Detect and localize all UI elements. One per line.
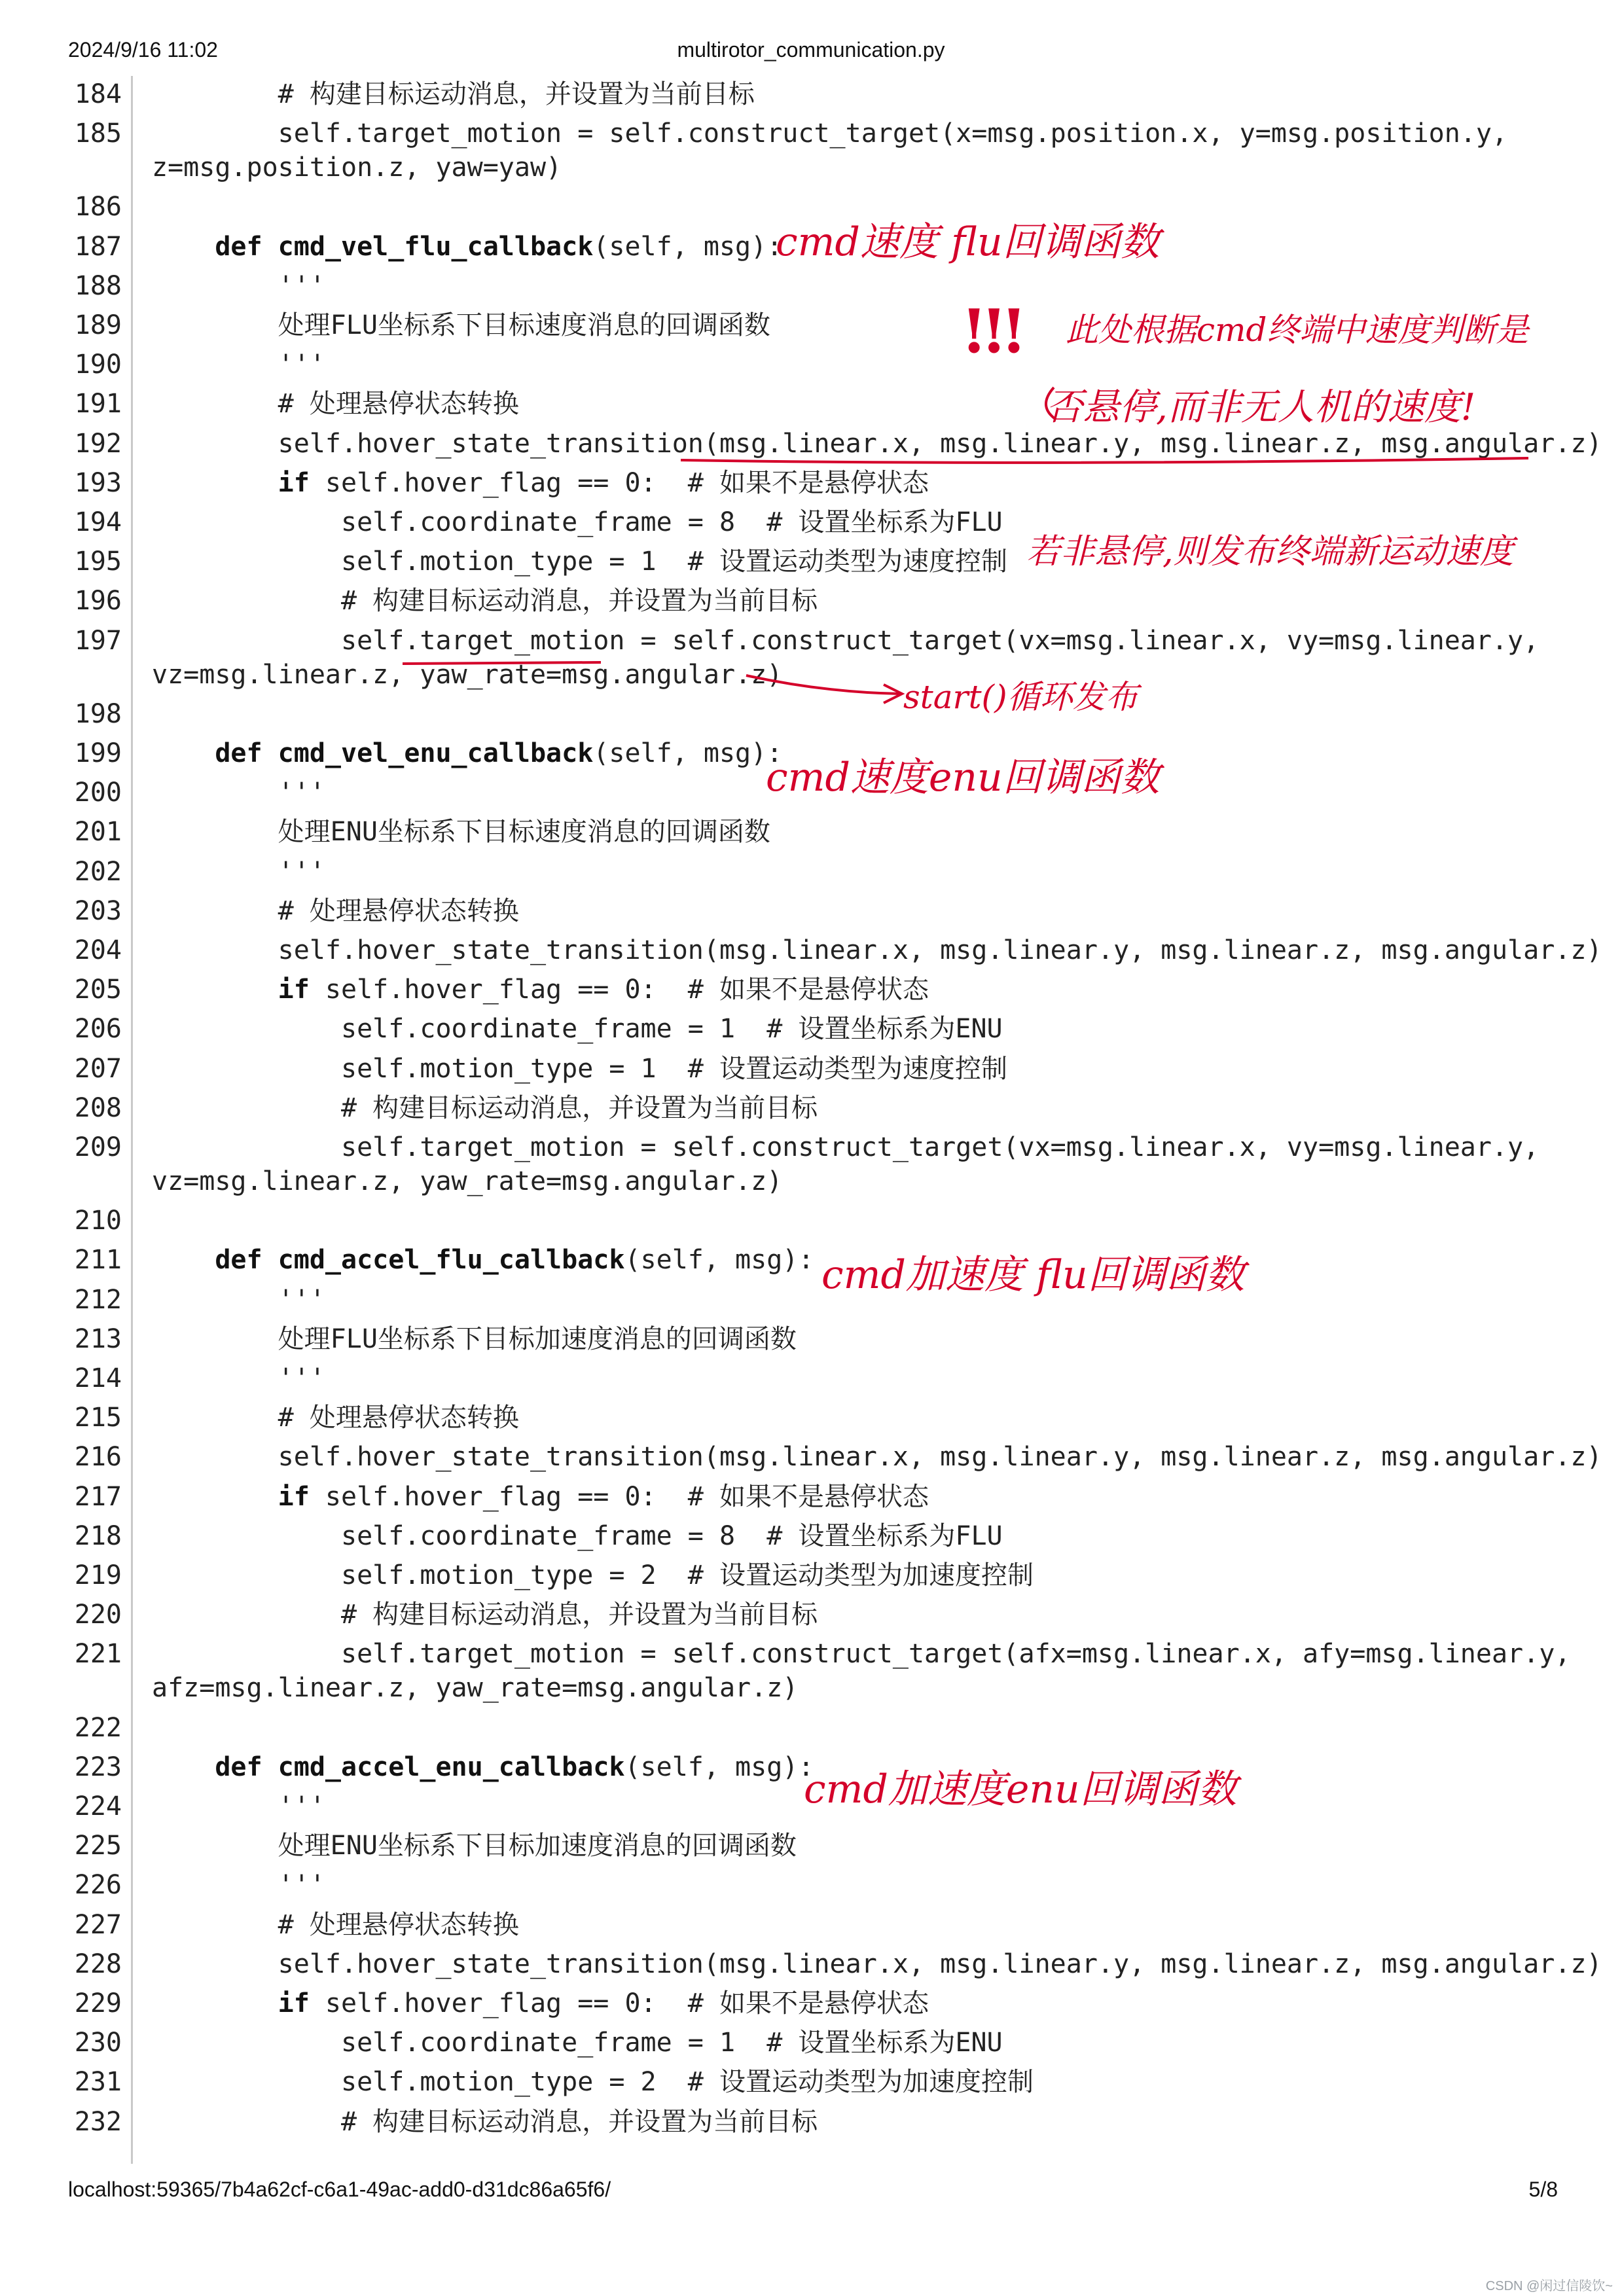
line-number: 227: [74, 1909, 122, 1940]
code-text: self.target_motion = self.construct_target(afx=msg.linear.x, afy=msg.linear.y,: [152, 1639, 1571, 1670]
code-text: self.coordinate_frame = 1 # 设置坐标系为ENU: [152, 1014, 1003, 1045]
code-text: ''': [152, 1363, 325, 1393]
code-text: ''': [152, 856, 325, 887]
code-text: self.coordinate_frame = 1 # 设置坐标系为ENU: [152, 2028, 1003, 2058]
line-number: 210: [74, 1206, 122, 1236]
code-continuation: afz=msg.linear.z, yaw_rate=msg.angular.z): [152, 1673, 799, 1704]
line-number: 201: [74, 817, 122, 848]
keyword-if: if: [278, 975, 325, 1005]
code-continuation: z=msg.position.z, yaw=yaw): [152, 152, 562, 183]
line-number: 211: [74, 1245, 122, 1276]
code-text: self.coordinate_frame = 8 # 设置坐标系为FLU: [152, 1520, 1003, 1551]
annotation-hover-note-line1: 此处根据cmd终端中速度判断是: [1066, 311, 1529, 349]
line-number: 198: [74, 698, 122, 729]
keyword-if: if: [278, 1481, 325, 1512]
code-text: # 构建目标运动消息，并设置为当前目标: [152, 1092, 818, 1123]
line-number: 212: [74, 1284, 122, 1315]
line-number: 187: [74, 231, 122, 262]
code-text: self.hover_state_transition(msg.linear.x, msg.linear.y, msg.linear.z, msg.angular.z): [152, 1442, 1602, 1473]
code-text: # 处理悬停状态转换: [152, 1909, 519, 1940]
code-text: ''': [152, 350, 325, 380]
line-number: 207: [74, 1053, 122, 1084]
code-text: self.target_motion = self.construct_target(vx=msg.linear.x, vy=msg.linear.y,: [152, 625, 1540, 656]
line-number: 188: [74, 270, 122, 301]
line-number: 222: [74, 1712, 122, 1743]
code-text: ''': [152, 270, 325, 301]
gutter-divider: [131, 76, 133, 2164]
line-number: 213: [74, 1323, 122, 1354]
line-number: 184: [74, 79, 122, 109]
line-number: 218: [74, 1520, 122, 1551]
code-text: 处理ENU坐标系下目标加速度消息的回调函数: [152, 1831, 797, 1861]
code-text: # 构建目标运动消息，并设置为当前目标: [152, 79, 755, 109]
code-text: ''': [152, 1870, 325, 1901]
line-number: 186: [74, 192, 122, 223]
code-text: self.motion_type = 1 # 设置运动类型为速度控制: [152, 1053, 1007, 1084]
line-number: 203: [74, 895, 122, 926]
code-text: self.hover_state_transition(msg.linear.x, msg.linear.y, msg.linear.z, msg.angular.z): [152, 1948, 1602, 1979]
code-text: # 处理悬停状态转换: [152, 1403, 519, 1433]
line-number: 195: [74, 547, 122, 577]
code-text: self.target_motion = self.construct_target(vx=msg.linear.x, vy=msg.linear.y,: [152, 1132, 1540, 1162]
line-number: 225: [74, 1831, 122, 1861]
line-number: 215: [74, 1403, 122, 1433]
keyword-def: def: [215, 1245, 278, 1276]
line-number: 232: [74, 2106, 122, 2137]
line-number: 189: [74, 310, 122, 340]
keyword-if: if: [278, 467, 325, 498]
line-number: 220: [74, 1600, 122, 1630]
line-number: 193: [74, 467, 122, 498]
line-number: 226: [74, 1870, 122, 1901]
code-text: if self.hover_flag == 0: # 如果不是悬停状态: [278, 975, 929, 1005]
line-number: 205: [74, 975, 122, 1005]
annotation-accel-flu: cmd加速度 flu回调函数: [821, 1252, 1245, 1298]
line-number: 223: [74, 1751, 122, 1782]
keyword-if: if: [278, 1988, 325, 2018]
line-number: 230: [74, 2028, 122, 2058]
code-text: self.hover_state_transition(msg.linear.x, msg.linear.y, msg.linear.z, msg.angular.z): [152, 935, 1602, 965]
line-number: 214: [74, 1363, 122, 1393]
line-number: 199: [74, 738, 122, 768]
footer-url: localhost:59365/7b4a62cf-c6a1-49ac-add0-d31dc86a65f6/: [68, 2178, 611, 2201]
line-number: 231: [74, 2067, 122, 2098]
line-number: 224: [74, 1791, 122, 1821]
code-text: 处理FLU坐标系下目标加速度消息的回调函数: [152, 1323, 797, 1354]
annotation-accel-enu: cmd加速度enu回调函数: [804, 1767, 1237, 1812]
line-number: 221: [74, 1639, 122, 1670]
code-text: 处理ENU坐标系下目标速度消息的回调函数: [152, 817, 770, 848]
line-number: 194: [74, 507, 122, 537]
code-text: def cmd_vel_flu_callback(self, msg):: [215, 231, 783, 262]
code-text: def cmd_vel_enu_callback(self, msg):: [215, 738, 783, 768]
line-number: 185: [74, 118, 122, 149]
line-number: 200: [74, 778, 122, 808]
document-title: multirotor_communication.py: [677, 38, 945, 62]
code-text: self.motion_type = 1 # 设置运动类型为速度控制: [152, 547, 1007, 577]
function-name: cmd_accel_enu_callback: [278, 1751, 625, 1782]
code-text: # 处理悬停状态转换: [152, 389, 519, 420]
print-datetime: 2024/9/16 11:02: [68, 38, 218, 62]
line-number: 204: [74, 935, 122, 965]
line-number: 228: [74, 1948, 122, 1979]
code-text: if self.hover_flag == 0: # 如果不是悬停状态: [278, 467, 929, 498]
keyword-def: def: [215, 738, 278, 768]
annotation-warning-mark: !!!: [961, 296, 1021, 367]
function-name: cmd_vel_enu_callback: [278, 738, 594, 768]
line-number: 216: [74, 1442, 122, 1473]
code-text: # 构建目标运动消息，并设置为当前目标: [152, 1600, 818, 1630]
line-number: 196: [74, 586, 122, 617]
code-text: if self.hover_flag == 0: # 如果不是悬停状态: [278, 1988, 929, 2018]
annotation-hover-note-line2: 否悬停,而非无人机的速度!: [1046, 386, 1476, 429]
code-text: def cmd_accel_flu_callback(self, msg):: [215, 1245, 814, 1276]
function-name: cmd_accel_flu_callback: [278, 1245, 625, 1276]
line-number: 190: [74, 350, 122, 380]
csdn-watermark: CSDN @闲过信陵饮~: [1485, 2279, 1613, 2293]
code-text: if self.hover_flag == 0: # 如果不是悬停状态: [278, 1481, 929, 1512]
line-number: 217: [74, 1481, 122, 1512]
line-number: 209: [74, 1132, 122, 1162]
line-number: 208: [74, 1092, 122, 1123]
keyword-def: def: [215, 1751, 278, 1782]
code-text: ''': [152, 1791, 325, 1821]
code-text: # 处理悬停状态转换: [152, 895, 519, 926]
line-number: 219: [74, 1560, 122, 1590]
code-continuation: vz=msg.linear.z, yaw_rate=msg.angular.z): [152, 659, 783, 690]
code-text: # 构建目标运动消息，并设置为当前目标: [152, 2106, 818, 2137]
annotation-publish-note: 若非悬停,则发布终端新运动速度: [1026, 532, 1514, 571]
line-number: 192: [74, 428, 122, 459]
keyword-def: def: [215, 231, 278, 262]
code-text: self.motion_type = 2 # 设置运动类型为加速度控制: [152, 2067, 1034, 2098]
code-continuation: vz=msg.linear.z, yaw_rate=msg.angular.z): [152, 1166, 783, 1196]
code-text: self.motion_type = 2 # 设置运动类型为加速度控制: [152, 1560, 1034, 1590]
code-text: ''': [152, 1284, 325, 1315]
line-number: 229: [74, 1988, 122, 2018]
code-text: # 构建目标运动消息，并设置为当前目标: [152, 586, 818, 617]
code-text: self.coordinate_frame = 8 # 设置坐标系为FLU: [152, 507, 1003, 537]
code-text: ''': [152, 778, 325, 808]
function-name: cmd_vel_flu_callback: [278, 231, 594, 262]
code-text: def cmd_accel_enu_callback(self, msg):: [215, 1751, 814, 1782]
annotation-vel-enu: cmd速度enu回调函数: [766, 755, 1160, 800]
page-number: 5/8: [1528, 2178, 1558, 2201]
line-number: 206: [74, 1014, 122, 1045]
line-number: 191: [74, 389, 122, 420]
annotation-start-loop: start()循环发布: [903, 678, 1138, 716]
code-text: self.hover_state_transition(msg.linear.x, msg.linear.y, msg.linear.z, msg.angular.z): [152, 428, 1602, 459]
line-number: 202: [74, 856, 122, 887]
code-text: 处理FLU坐标系下目标速度消息的回调函数: [152, 310, 770, 340]
annotation-vel-flu: cmd速度 flu回调函数: [776, 219, 1160, 265]
code-text: self.target_motion = self.construct_target(x=msg.position.x, y=msg.position.y,: [152, 118, 1508, 149]
line-number: 197: [74, 625, 122, 656]
arrow-head: [884, 685, 902, 703]
